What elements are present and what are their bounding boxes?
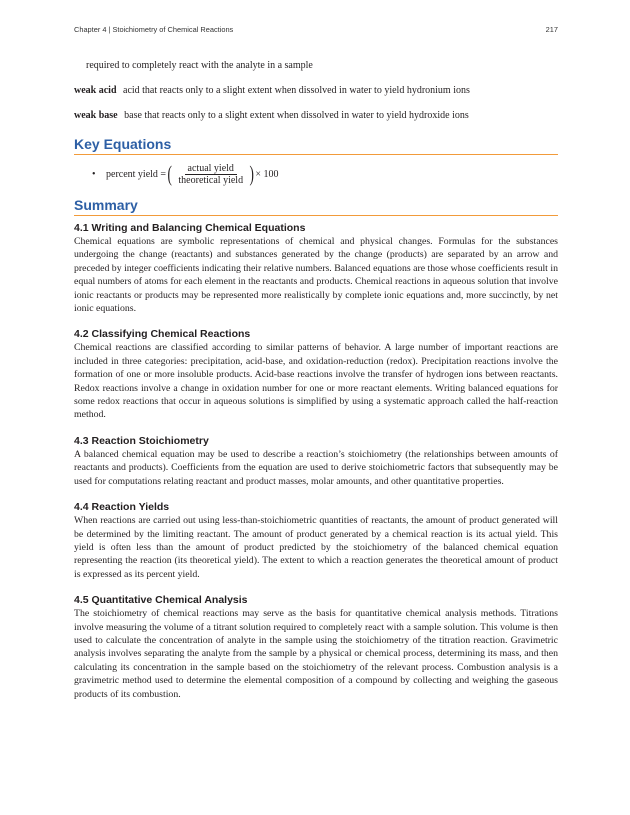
- summary-section-4-1: [74, 222, 558, 315]
- glossary-entry-weak-acid: [74, 84, 558, 97]
- equation-lhs: percent yield =: [106, 168, 167, 180]
- right-paren: ): [249, 161, 254, 186]
- section-paragraph: A balanced chemical equation may be used to describe a reaction’s stoichiometry (the relationships between amounts of reactants and products). Coefficients from the equation are used to derive stoichiometric factors that subsequently may be used for computations relating reactant and product masses, molar amounts, and other quantitative properties.: [74, 448, 558, 487]
- section-heading: 4.4 Reaction Yields: [74, 501, 170, 514]
- key-equations-heading: Key Equations: [74, 136, 558, 155]
- section-paragraph: The stoichiometry of chemical reactions may serve as the basis for quantitative chemical analysis methods. Titrations involve measuring the volume of a titrant solution required to completely react with a sample solution. This volume is then used to calculate the concentration of analyte in the sample using the stoichiometry of the titration reaction. Gravimetric analysis involves separating the analyte from the sample by a physical or chemical process, determining its mass, and then calculating its concentration in the sample based on the stoichiometry of the relevant process. Combustion analysis is a gravimetric method used to determine the elemental composition of a compound by collecting and weighing the gaseous products of its combustion.: [74, 608, 558, 700]
- glossary-definition: base that reacts only to a slight extent when dissolved in water to yield hydroxide ions: [124, 110, 469, 121]
- section-heading: 4.5 Quantitative Chemical Analysis: [74, 594, 248, 607]
- section-paragraph: Chemical equations are symbolic representations of chemical and physical changes. Formulas for the substances undergoing the change (reactants) and substances generated by the change (products) are separated by an arrow and preceded by integer coefficients indicating their relative numbers. Balanced equations are those whose coefficients result in equal numbers of atoms for each element in the reactants and products. Chemical reactions in aqueous solution that involve ionic reactants or products may be represented more realistically by complete ionic equations and, more succinctly, by net ionic equations.: [74, 236, 558, 315]
- glossary-term: weak base: [74, 110, 118, 121]
- percent-yield-equation: [92, 161, 558, 187]
- glossary-term: weak acid: [74, 85, 117, 96]
- bullet: •: [92, 168, 96, 180]
- summary-section-4-2: [74, 328, 558, 421]
- fraction-denominator: theoretical yield: [178, 174, 244, 186]
- running-header: [74, 25, 558, 37]
- equation-multiplier: × 100: [255, 168, 279, 180]
- summary-heading: Summary: [74, 197, 558, 216]
- page-content: [74, 59, 558, 701]
- summary-section-4-5: [74, 594, 558, 701]
- page-number: 217: [545, 25, 558, 34]
- section-heading: 4.2 Classifying Chemical Reactions: [74, 328, 251, 341]
- section-heading: 4.3 Reaction Stoichiometry: [74, 434, 209, 447]
- section-paragraph: When reactions are carried out using less-than-stoichiometric quantities of reactants, the amount of product generated will be determined by the limiting reactant. The amount of product generated by a chemical reaction is its actual yield. This yield is often less than the amount of product predicted by the stoichiometry of the balanced chemical equation representing the reaction (its theoretical yield). The extent to which a reaction generates the theoretical amount of product is expressed as its percent yield.: [74, 515, 558, 580]
- fraction-numerator: actual yield: [185, 163, 237, 175]
- glossary-continuation: required to completely react with the analyte in a sample: [86, 60, 313, 71]
- left-paren: (: [167, 161, 172, 186]
- section-heading: 4.1 Writing and Balancing Chemical Equations: [74, 222, 306, 234]
- summary-section-4-3: [74, 435, 558, 488]
- glossary-definition: acid that reacts only to a slight extent when dissolved in water to yield hydronium ions: [123, 85, 470, 96]
- glossary-entry-weak-base: [74, 109, 558, 122]
- summary-section-4-4: [74, 501, 558, 581]
- chapter-title: Chapter 4 | Stoichiometry of Chemical Reactions: [74, 25, 234, 34]
- yield-fraction: [175, 163, 246, 186]
- section-paragraph: Chemical reactions are classified according to similar patterns of behavior. A large number of important reactions are included in three categories: precipitation, acid-base, and oxidation-reduction (redox). Precipitation reactions involve the formation of one or more insoluble products. Acid-base reactions involve the transfer of hydrogen ions between reactants. Redox reactions involve a change in oxidation number for one or more reactant elements. Writing balanced equations for some redox reactions that occur in aqueous solutions is simplified by using a systematic approach called the half-reaction method.: [74, 342, 558, 421]
